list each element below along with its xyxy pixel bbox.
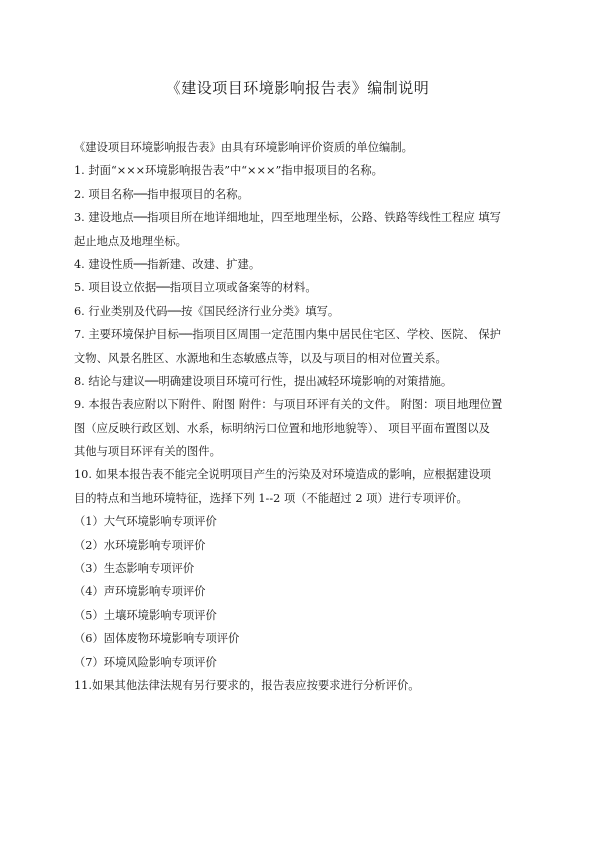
item-6-industry: 6. 行业类别及代码──按《国民经济行业分类》填写。 <box>74 304 340 318</box>
special-item-2: （2）水环境影响专项评价 <box>74 538 206 552</box>
special-item-1: （1）大气环境影响专项评价 <box>74 515 217 529</box>
item-3-location-line-2: 起止地点及地理坐标。 <box>74 234 187 248</box>
special-item-7: （7）环境风险影响专项评价 <box>74 655 217 669</box>
item-8-conclusion: 8. 结论与建议──明确建设项目环境可行性，提出减轻环境影响的对策措施。 <box>74 374 453 388</box>
item-10-special-line-1: 10. 如果本报告表不能完全说明项目产生的污染及对环境造成的影响，应根据建设项 <box>74 468 491 482</box>
item-3-location-line-1: 3. 建设地点──指项目所在地详细地址，四至地理坐标，公路、铁路等线性工程应 填写 <box>74 211 501 225</box>
special-item-5: （5）土壤环境影响专项评价 <box>74 608 217 622</box>
item-5-basis: 5. 项目设立依据──指项目立项或备案等的材料。 <box>74 281 317 295</box>
intro-line: 《建设项目环境影响报告表》由具有环境影响评价资质的单位编制。 <box>74 141 413 154</box>
item-9-attachments-line-1: 9. 本报告表应附以下附件、附图 附件：与项目环评有关的文件。 附图：项目地理位置 <box>74 398 503 412</box>
document-title: 《建设项目环境影响报告表》编制说明 <box>165 79 430 97</box>
item-9-attachments-line-3: 其他与项目环评有关的图件。 <box>74 445 221 459</box>
special-item-6: （6）固体废物环境影响专项评价 <box>74 632 240 646</box>
item-4-nature: 4. 建设性质──指新建、改建、扩建。 <box>74 257 261 271</box>
item-7-targets-line-2: 文物、风景名胜区、水源地和生态敏感点等，以及与项目的相对位置关系。 <box>74 351 447 365</box>
item-2-project-name: 2. 项目名称──指申报项目的名称。 <box>74 187 249 201</box>
item-9-attachments-line-2: 图（应反映行政区划、水系，标明纳污口位置和地形地貌等）、 项目平面布置图以及 <box>74 421 490 435</box>
item-10-special-line-2: 目的特点和当地环境特征，选择下列 1--2 项（不能超过 2 项）进行专项评价。 <box>74 491 468 505</box>
special-item-4: （4）声环境影响专项评价 <box>74 585 206 599</box>
special-item-3: （3）生态影响专项评价 <box>74 562 195 576</box>
item-11-other: 11.如果其他法律法规有另行要求的，报告表应按要求进行分析评价。 <box>74 678 420 692</box>
item-1-cover: 1. 封面“×××环境影响报告表”中“×××”指申报项目的名称。 <box>74 164 383 178</box>
document-body <box>74 136 552 697</box>
item-7-targets-line-1: 7. 主要环境保护目标──指项目区周围一定范围内集中居民住宅区、学校、医院、 保护 <box>74 328 501 342</box>
